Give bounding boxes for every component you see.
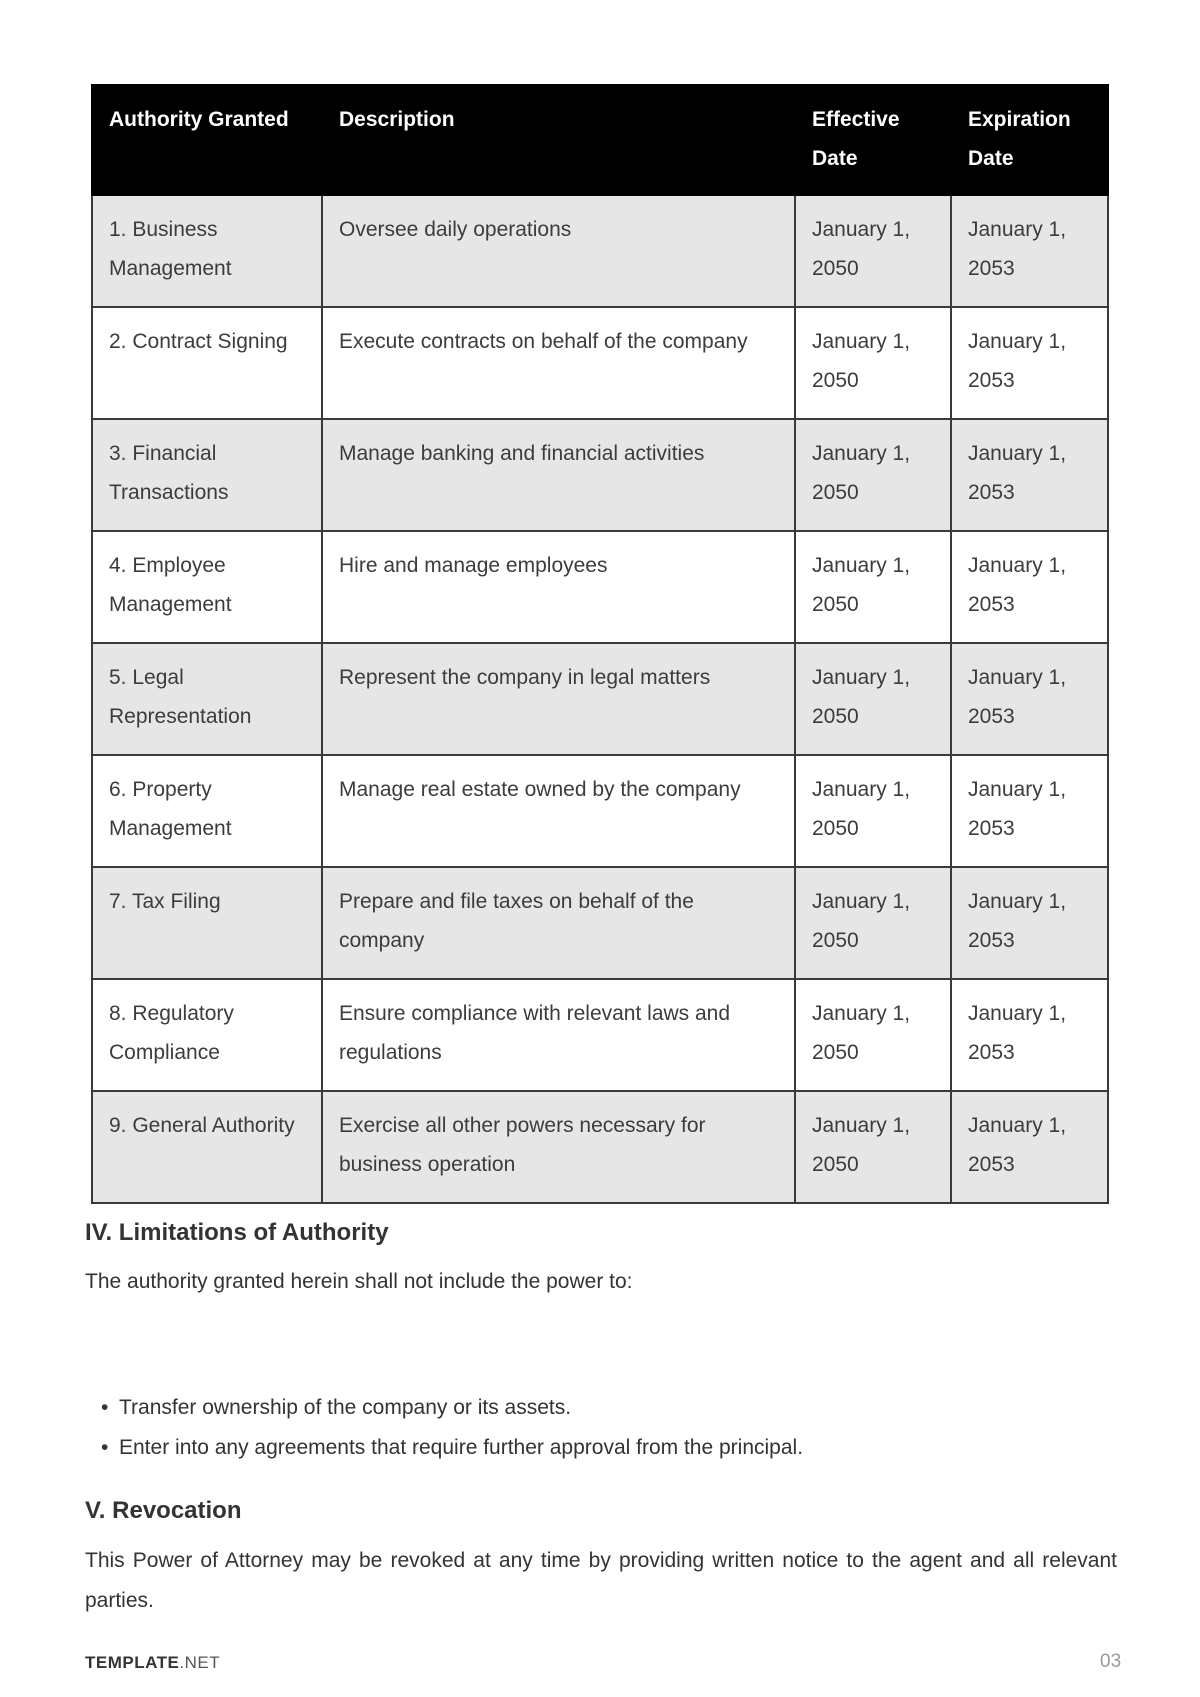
cell-effective-date: January 1, 2050 (795, 979, 951, 1091)
cell-authority: 8. Regulatory Compliance (92, 979, 322, 1091)
cell-effective-date: January 1, 2050 (795, 195, 951, 307)
cell-description: Ensure compliance with relevant laws and regulations (322, 979, 795, 1091)
header-authority-granted: Authority Granted (92, 85, 322, 195)
table-row (92, 867, 1108, 979)
cell-description: Represent the company in legal matters (322, 643, 795, 755)
limitations-heading: IV. Limitations of Authority (85, 1219, 389, 1246)
cell-authority: 6. Property Management (92, 755, 322, 867)
list-item (85, 1428, 1085, 1468)
list-item-text: Enter into any agreements that require further approval from the principal. (119, 1436, 804, 1459)
cell-expiration-date: January 1, 2053 (951, 979, 1108, 1091)
cell-effective-date: January 1, 2050 (795, 531, 951, 643)
cell-expiration-date: January 1, 2053 (951, 643, 1108, 755)
cell-description: Prepare and file taxes on behalf of the company (322, 867, 795, 979)
cell-expiration-date: January 1, 2053 (951, 867, 1108, 979)
cell-expiration-date: January 1, 2053 (951, 755, 1108, 867)
table-row (92, 419, 1108, 531)
cell-effective-date: January 1, 2050 (795, 419, 951, 531)
brand-suffix: .NET (179, 1653, 221, 1672)
table-row (92, 755, 1108, 867)
table-row (92, 195, 1108, 307)
cell-description: Hire and manage employees (322, 531, 795, 643)
cell-expiration-date: January 1, 2053 (951, 419, 1108, 531)
cell-authority: 9. General Authority (92, 1091, 322, 1203)
cell-effective-date: January 1, 2050 (795, 755, 951, 867)
cell-effective-date: January 1, 2050 (795, 1091, 951, 1203)
cell-effective-date: January 1, 2050 (795, 643, 951, 755)
cell-description: Oversee daily operations (322, 195, 795, 307)
table-row (92, 307, 1108, 419)
header-expiration-date: Expiration Date (951, 85, 1108, 195)
cell-description: Manage banking and financial activities (322, 419, 795, 531)
cell-description: Manage real estate owned by the company (322, 755, 795, 867)
brand-name: TEMPLATE (85, 1653, 180, 1672)
cell-effective-date: January 1, 2050 (795, 867, 951, 979)
bullet-icon: • (101, 1436, 109, 1459)
authority-table (91, 84, 1109, 1204)
cell-authority: 3. Financial Transactions (92, 419, 322, 531)
footer-brand-logo (85, 1653, 220, 1673)
bullet-icon: • (101, 1396, 109, 1419)
cell-authority: 2. Contract Signing (92, 307, 322, 419)
limitations-intro: The authority granted herein shall not include the power to: (85, 1270, 633, 1293)
table-row (92, 979, 1108, 1091)
list-item-text: Transfer ownership of the company or its assets. (119, 1396, 572, 1419)
cell-expiration-date: January 1, 2053 (951, 531, 1108, 643)
cell-authority: 1. Business Management (92, 195, 322, 307)
page-number: 03 (1100, 1651, 1122, 1672)
limitations-list (85, 1388, 1085, 1468)
cell-description: Execute contracts on behalf of the company (322, 307, 795, 419)
cell-expiration-date: January 1, 2053 (951, 1091, 1108, 1203)
revocation-heading: V. Revocation (85, 1497, 242, 1524)
cell-effective-date: January 1, 2050 (795, 307, 951, 419)
cell-authority: 4. Employee Management (92, 531, 322, 643)
cell-expiration-date: January 1, 2053 (951, 195, 1108, 307)
table-row (92, 531, 1108, 643)
header-description: Description (322, 85, 795, 195)
cell-expiration-date: January 1, 2053 (951, 307, 1108, 419)
cell-description: Exercise all other powers necessary for business operation (322, 1091, 795, 1203)
table-header-row (92, 85, 1108, 195)
table-row (92, 643, 1108, 755)
header-effective-date: Effective Date (795, 85, 951, 195)
table-row (92, 1091, 1108, 1203)
list-item (85, 1388, 1085, 1428)
cell-authority: 5. Legal Representation (92, 643, 322, 755)
cell-authority: 7. Tax Filing (92, 867, 322, 979)
revocation-text: This Power of Attorney may be revoked at any time by providing written notice to the agent and all relevant parties. (85, 1549, 1117, 1612)
